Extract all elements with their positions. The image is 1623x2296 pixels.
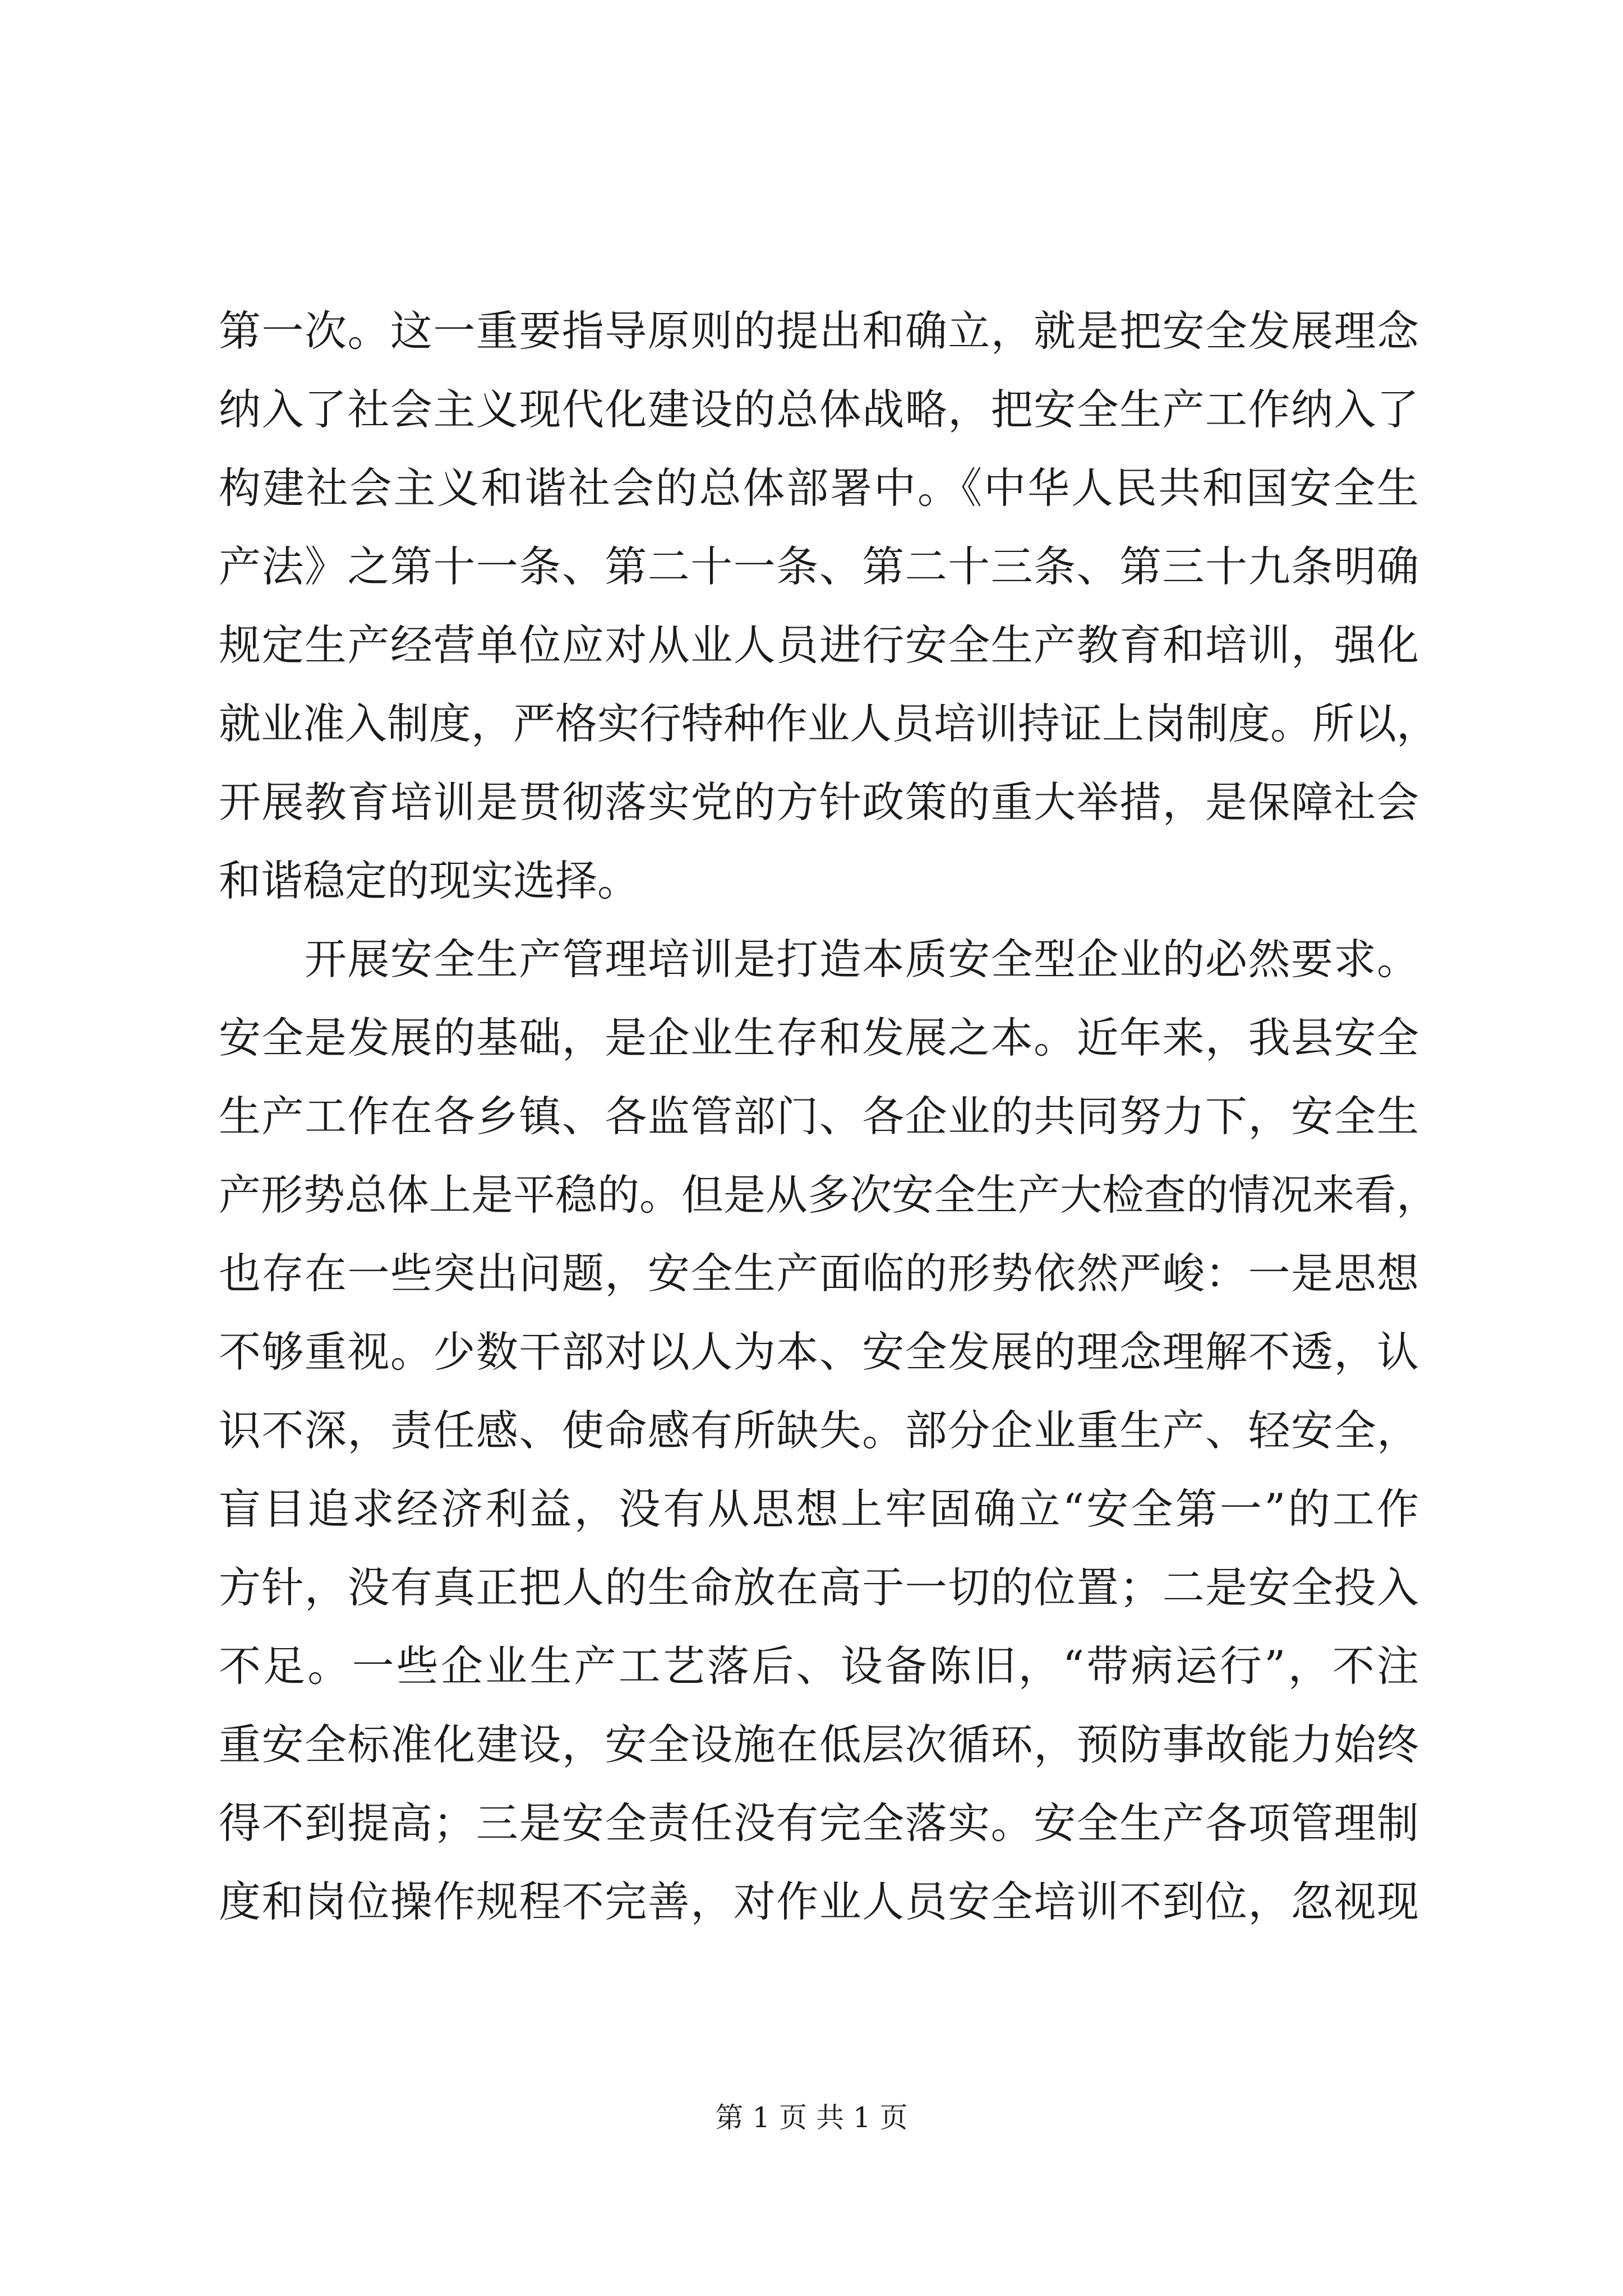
text-line: 规定生产经营单位应对从业人员进行安全生产教育和培训，强化 — [219, 620, 1419, 670]
text-line: 也存在一些突出问题，安全生产面临的形势依然严峻：一是思想 — [219, 1249, 1419, 1298]
text-line: 不足。一些企业生产工艺落后、设备陈旧，“带病运行”，不注 — [219, 1641, 1419, 1691]
page-footer — [0, 2101, 1623, 2134]
text-line: 安全是发展的基础，是企业生存和发展之本。近年来，我县安全 — [219, 1013, 1419, 1062]
text-line: 不够重视。少数干部对以人为本、安全发展的理念理解不透，认 — [219, 1327, 1419, 1377]
text-line: 产形势总体上是平稳的。但是从多次安全生产大检查的情况来看， — [219, 1170, 1439, 1220]
text-line: 重安全标准化建设，安全设施在低层次循环，预防事故能力始终 — [219, 1720, 1419, 1769]
text-line: 生产工作在各乡镇、各监管部门、各企业的共同努力下，安全生 — [219, 1092, 1419, 1141]
paragraph-end-line: 和谐稳定的现实选择。 — [219, 856, 640, 905]
text-line: 开展教育培训是贯彻落实党的方针政策的重大举措，是保障社会 — [219, 777, 1419, 827]
text-line: 纳入了社会主义现代化建设的总体战略，把安全生产工作纳入了 — [219, 385, 1419, 434]
text-line: 方针，没有真正把人的生命放在高于一切的位置；二是安全投入 — [219, 1563, 1419, 1612]
body-text — [219, 292, 1439, 1941]
text-line: 就业准入制度，严格实行特种作业人员培训持证上岗制度。所以， — [219, 699, 1439, 748]
text-line: 构建社会主义和谐社会的总体部署中。《中华人民共和国安全生 — [219, 463, 1419, 513]
text-line: 第一次。这一重要指导原则的提出和确立，就是把安全发展理念 — [219, 306, 1419, 356]
text-line: 开展安全生产管理培训是打造本质安全型企业的必然要求。 — [219, 935, 1419, 984]
page-number: 第 1 页 共 1 页 — [715, 2101, 908, 2134]
text-line: 产法》之第十一条、第二十一条、第二十三条、第三十九条明确 — [219, 542, 1419, 591]
text-line: 得不到提高；三是安全责任没有完全落实。安全生产各项管理制 — [219, 1798, 1419, 1848]
text-line: 度和岗位操作规程不完善，对作业人员安全培训不到位，忽视现 — [219, 1877, 1419, 1926]
text-line: 盲目追求经济利益，没有从思想上牢固确立“安全第一”的工作 — [219, 1484, 1419, 1534]
text-line: 识不深，责任感、使命感有所缺失。部分企业重生产、轻安全， — [219, 1406, 1419, 1455]
